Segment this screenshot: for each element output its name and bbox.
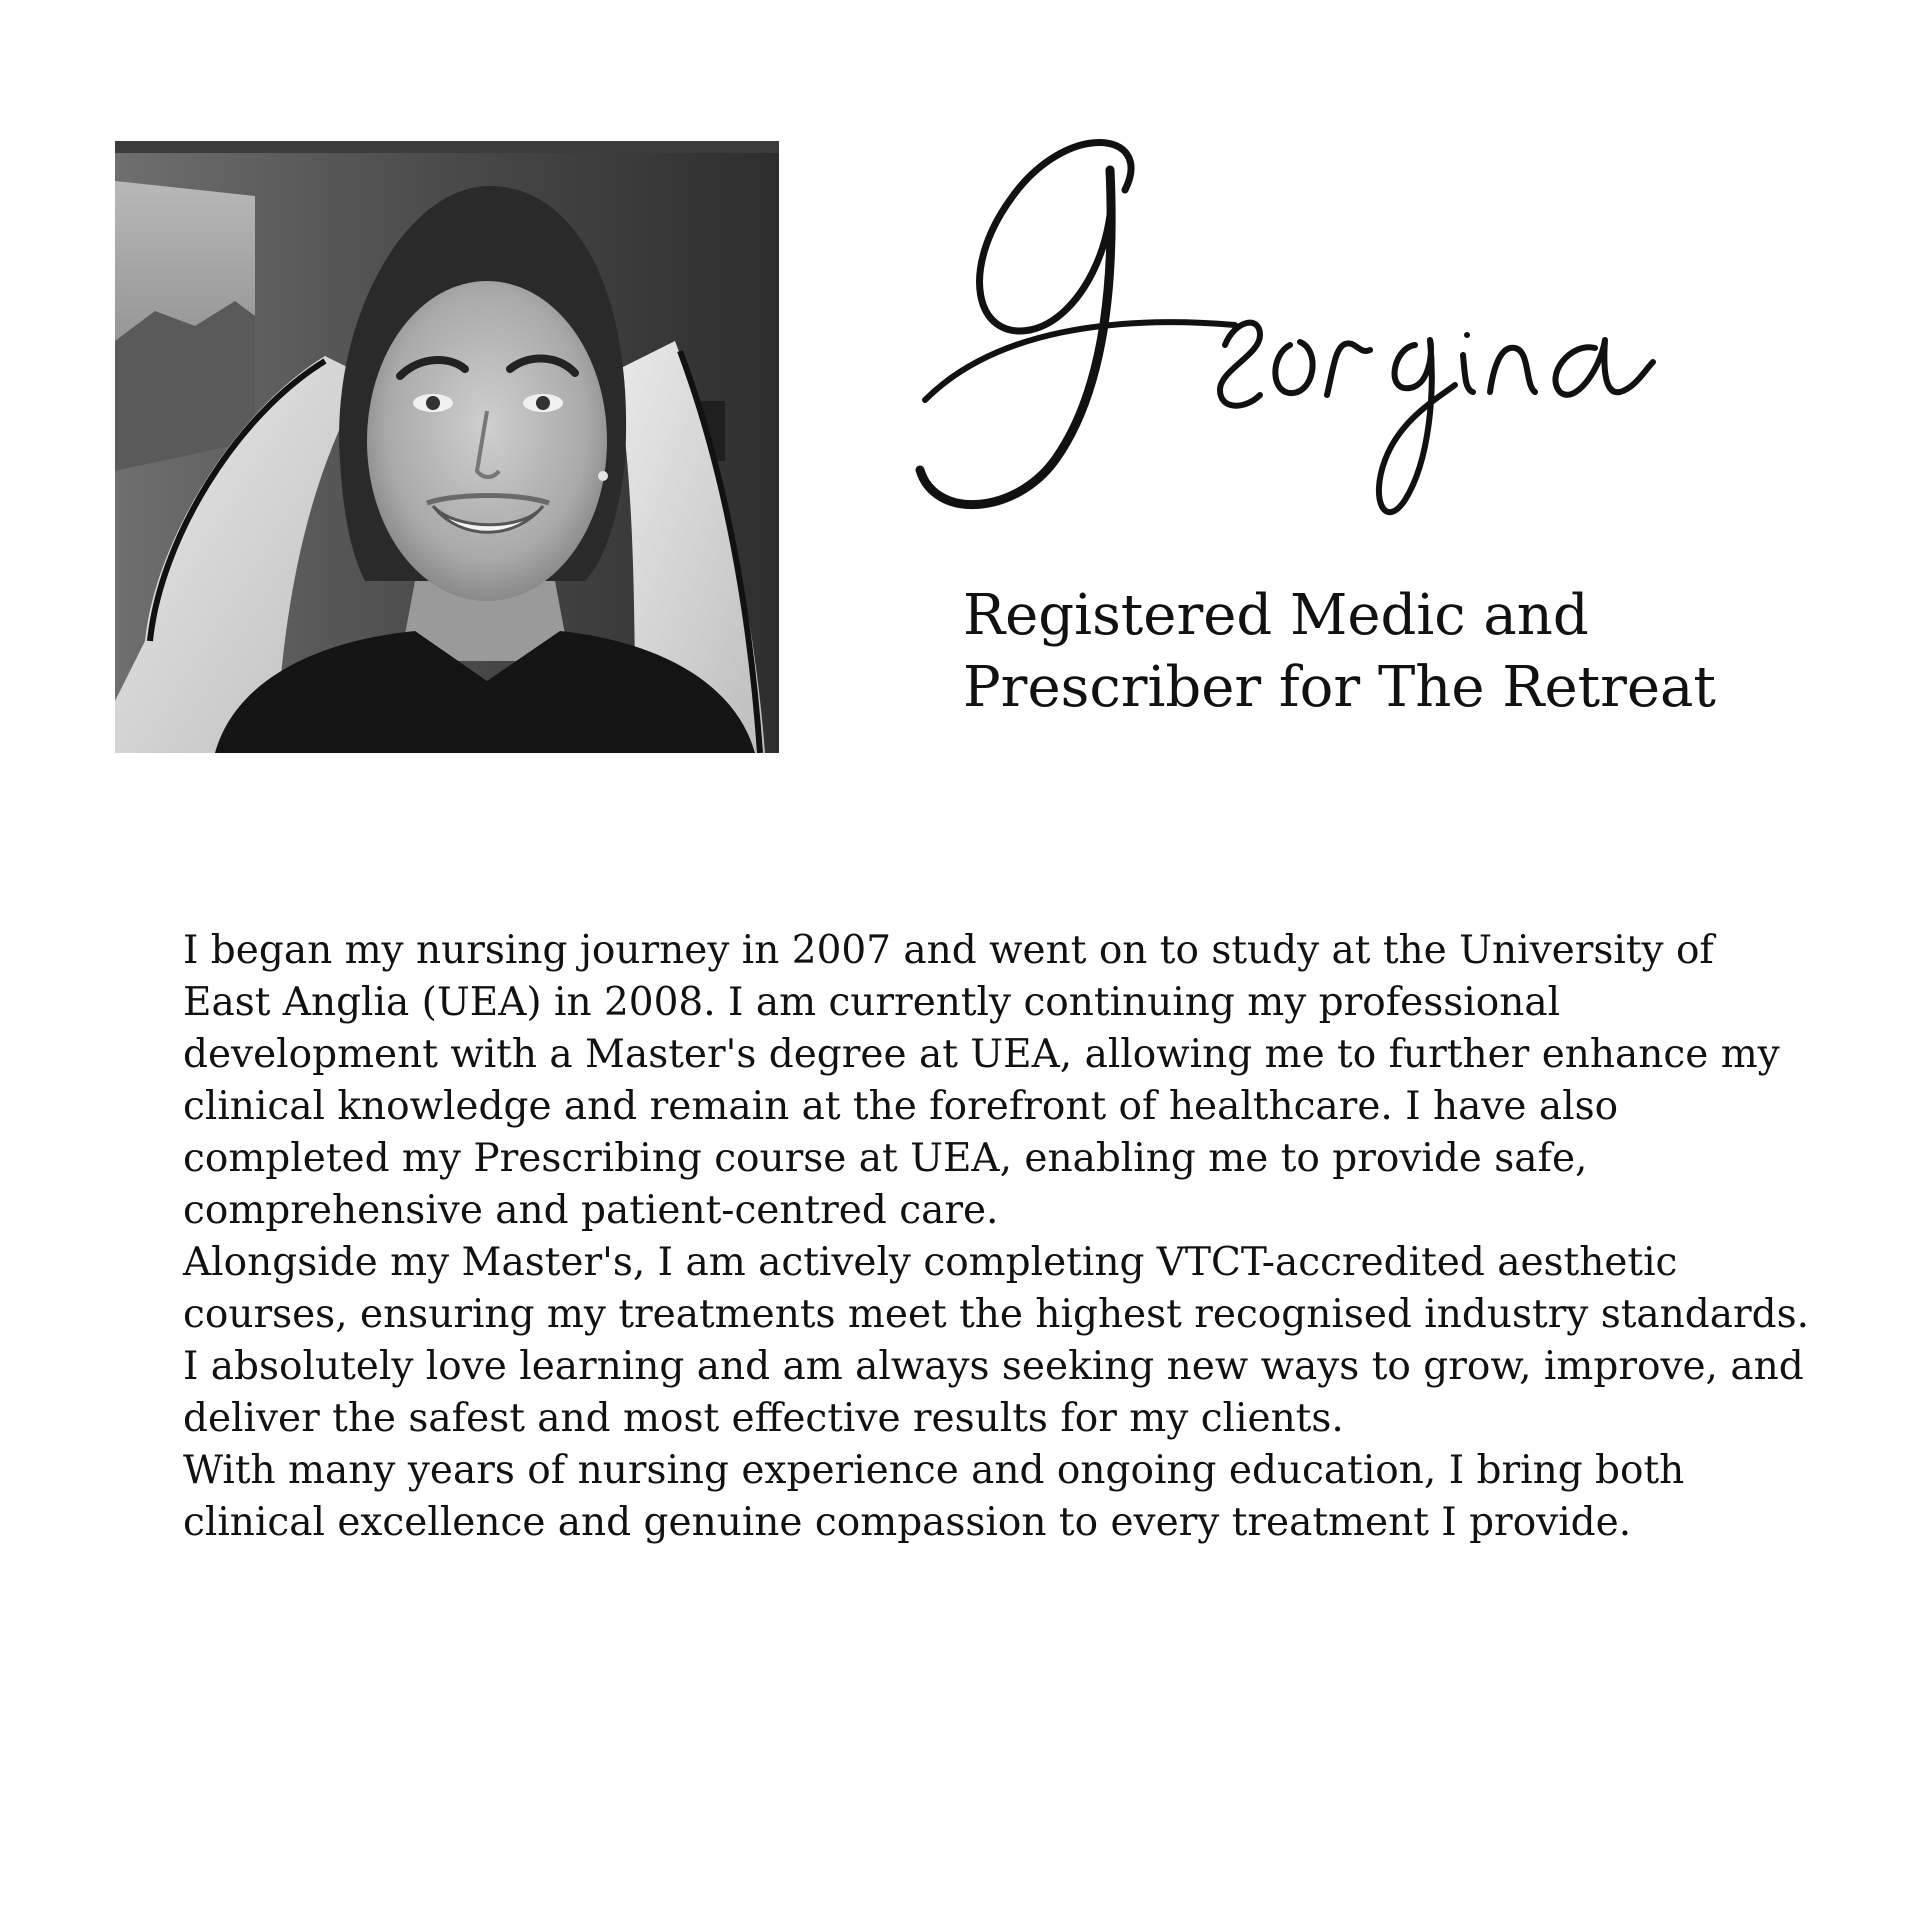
bio-paragraph-1: I began my nursing journey in 2007 and went on to study at the University of East Anglia (UEA) in 2008. I am currently continuing my professional development with a Master's degree at UEA, allowing me to further enhance my clinical knowledge and remain at the forefront of healthcare. I have also completed my Prescribing course at UEA, enabling me to provide safe, comprehensive and patient-centred care. (183, 928, 1780, 1233)
bio-text (183, 925, 1813, 1549)
role-title (963, 580, 1783, 724)
name-signature (915, 130, 1715, 510)
role-title-line-1: Registered Medic and (963, 583, 1589, 648)
profile-photo (115, 141, 779, 753)
name-signature-lettering (915, 130, 1715, 510)
portrait-illustration (115, 141, 779, 753)
bio-paragraph-3: With many years of nursing experience and ongoing education, I bring both clinical excellence and genuine compassion to every treatment I provide. (183, 1448, 1685, 1545)
bio-paragraph-2: Alongside my Master's, I am actively completing VTCT-accredited aesthetic courses, ensuring my treatments meet the highest recognised industry standards. I absolutely love learning and am always seeking new ways to grow, improve, and deliver the safest and most effective results for my clients. (183, 1240, 1810, 1441)
role-title-line-2: Prescriber for The Retreat (963, 655, 1716, 720)
